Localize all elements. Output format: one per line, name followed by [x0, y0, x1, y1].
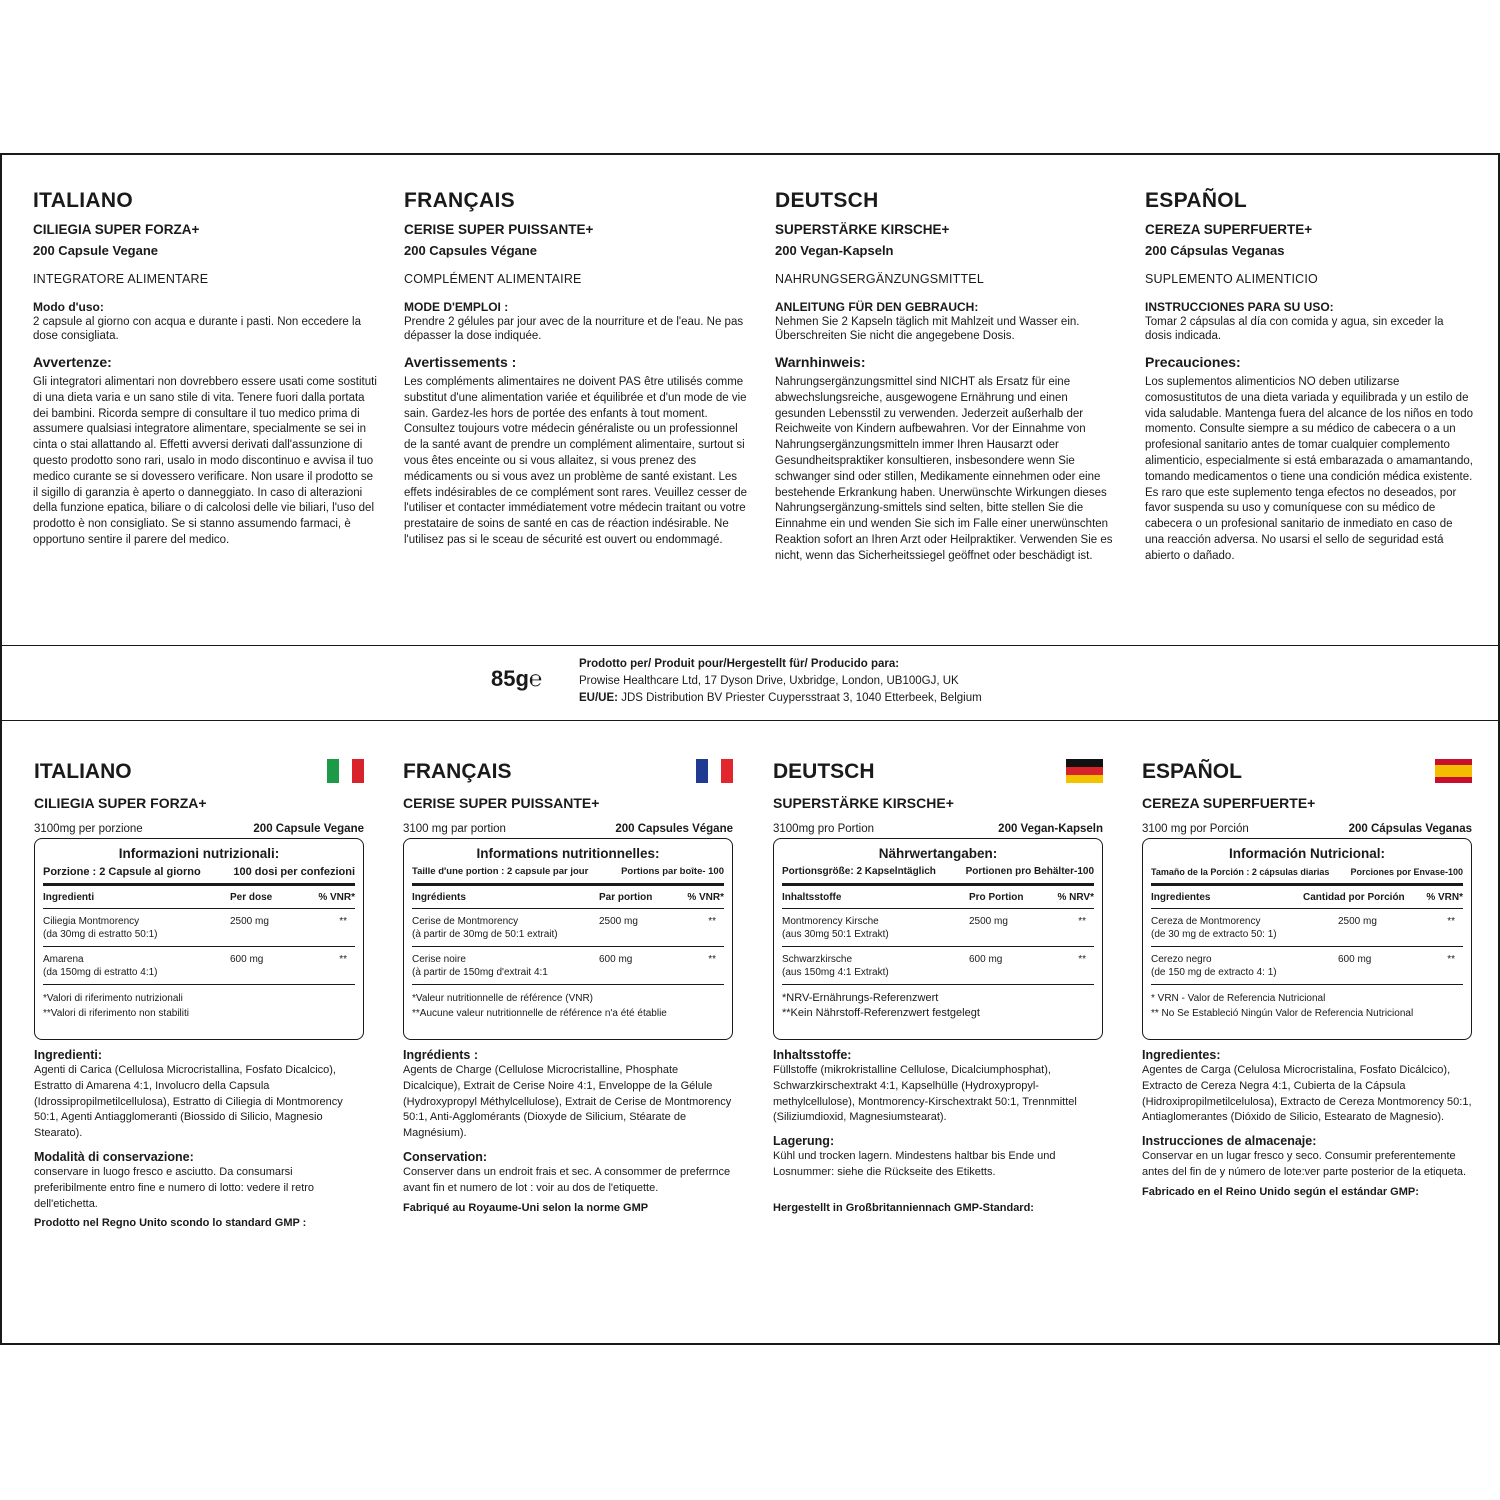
- storage-text: Kühl und trocken lagern. Mindestens haltbar bis Ende und Losnummer: siehe die Rückseite des Etiketts.: [773, 1150, 1056, 1178]
- row-ingredient: [43, 915, 230, 941]
- nutrition-title: Información Nutricional:: [1228, 846, 1385, 861]
- uk-address: Prowise Healthcare Ltd, 17 Dyson Drive, Uxbridge, London, UB100GJ, UK: [579, 675, 959, 687]
- nutrition-italiano: [34, 759, 364, 1231]
- supplement-type: NAHRUNGSERGÄNZUNGSMITTEL: [775, 272, 984, 286]
- col-amount: Pro Portion: [969, 892, 1024, 903]
- dose-row: [773, 822, 1103, 836]
- footnote: **Aucune valeur nutritionnelle de référence n'a été établie: [412, 1008, 667, 1019]
- dose-row: [34, 822, 364, 836]
- dose-per-serving: 3100 mg por Porción: [1142, 823, 1249, 835]
- ingredients-heading: Ingredienti:: [34, 1048, 103, 1062]
- storage-heading: Instrucciones de almacenaje:: [1142, 1134, 1317, 1149]
- usage-warnings-band: [2, 155, 1498, 645]
- table-footnotes: [412, 991, 724, 1021]
- col-ingredient: Ingredientes: [1151, 892, 1211, 903]
- capsule-count: 200 Cápsulas Veganas: [1348, 823, 1472, 835]
- col-ingredient: Ingredienti: [43, 892, 95, 903]
- row-nrv: **: [1078, 916, 1086, 927]
- serving-row: [1151, 865, 1463, 886]
- servings-per-container: 100 dosi per confezioni: [233, 866, 355, 878]
- flag-stripe: [1066, 767, 1103, 775]
- flag-stripe: [1435, 777, 1472, 783]
- capsule-count: 200 Capsules Végane: [404, 243, 537, 258]
- estimated-sign-icon: ℮: [528, 666, 543, 691]
- warning-text: Los suplementos alimenticios NO deben utilizarse comosustitutos de una dieta variada y equilibrada y un estilo de vida saludable. Mantenga fuera del alcance de los niños en todo momento. Consulte siempre a su médico de cabecera o a un profesional sanitario antes de tomar cualquier complemento alimenticio, especialmente si está embarazada o amamantando, tomando medicamentos o tiene una condición médica existente. Es raro que este suplemento tenga efectos no deseados, por favor suspenda su uso y comuníquese con su médico de cabecera o un profesional sanitario de inmediato en caso de una reacción adversa. No usarsi el sello de seguridad está abierto o dañado.: [1145, 376, 1473, 562]
- col-amount: Par portion: [599, 892, 653, 903]
- gmp-statement: Prodotto nel Regno Unito scondo lo standard GMP :: [34, 1217, 307, 1230]
- table-header: [43, 892, 355, 909]
- table-row: [43, 909, 355, 947]
- usage-heading: Modo d'uso:: [33, 300, 104, 314]
- table-footnotes: [782, 991, 1094, 1021]
- dose-per-serving: 3100 mg par portion: [403, 823, 506, 835]
- capsule-count: 200 Capsule Vegane: [33, 243, 159, 258]
- row-amount: 600 mg: [230, 954, 264, 965]
- footnote: * VRN - Valor de Referencia Nutricional: [1151, 993, 1326, 1004]
- net-weight: [491, 666, 542, 692]
- table-footnotes: [43, 991, 355, 1021]
- col-nrv: % NRV*: [1057, 892, 1094, 903]
- warning-heading: Avertissements :: [404, 354, 517, 370]
- row-amount: 2500 mg: [599, 916, 638, 927]
- capsule-count: 200 Vegan-Kapseln: [775, 243, 894, 258]
- italy-flag-icon: [327, 759, 364, 783]
- ingredients-text: Agenti di Carica (Cellulosa Microcristallina, Fosfato Dicalcico), Estratto di Amarena 4:1, Involucro della Capsula (Idrossipropilmetilcellulosa), Estratto di Ciliegia di Montmorency 50:1, Agenti Antiagglomeranti (Biossido di Silicio, Magnesio Stearato).: [34, 1064, 343, 1140]
- product-name: CILIEGIA SUPER FORZA+: [34, 795, 207, 811]
- flag-stripe: [1066, 775, 1103, 783]
- row-nrv: **: [708, 916, 716, 927]
- product-name: CEREZA SUPERFUERTE+: [1145, 222, 1313, 237]
- section-deutsch: [775, 188, 1120, 565]
- table-row: [782, 909, 1094, 947]
- dose-per-serving: 3100mg per porzione: [34, 823, 143, 835]
- row-ingredient: [1151, 953, 1338, 979]
- capsule-count: 200 Capsules Végane: [615, 823, 733, 835]
- ingredient-name: Cerezo negro: [1151, 954, 1212, 965]
- product-name: SUPERSTÄRKE KIRSCHE+: [775, 222, 950, 237]
- col-nrv: % VRN*: [1426, 892, 1463, 903]
- storage-heading: Modalità di conservazione:: [34, 1149, 194, 1164]
- ingredients-heading: Inhaltsstoffe:: [773, 1048, 852, 1062]
- row-ingredient: [1151, 915, 1338, 941]
- flag-stripe: [1435, 765, 1472, 777]
- storage-text: conservare in luogo fresco e asciutto. Da consumarsi preferibilmente entro fine e numero di lotto: vedere il retro dell'etichetta.: [34, 1165, 315, 1210]
- ingredient-name: Cerise noire: [412, 954, 466, 965]
- supplement-type: INTEGRATORE ALIMENTARE: [33, 272, 209, 286]
- ingredient-name: Cerise de Montmorency: [412, 916, 519, 927]
- supplement-type: COMPLÉMENT ALIMENTAIRE: [404, 272, 582, 286]
- gmp-statement: Fabricado en el Reino Unido según el estándar GMP:: [1142, 1185, 1419, 1198]
- table-footnotes: [1151, 991, 1463, 1021]
- nutrition-table: [1142, 838, 1472, 1040]
- spain-flag-icon: [1435, 759, 1472, 783]
- nutrition-table: [773, 838, 1103, 1040]
- servings-per-container: Portions par boîte- 100: [621, 866, 724, 877]
- language-heading: FRANÇAIS: [403, 760, 512, 783]
- row-amount: 2500 mg: [969, 916, 1008, 927]
- product-name: CILIEGIA SUPER FORZA+: [33, 222, 200, 237]
- table-row: [1151, 947, 1463, 985]
- usage-heading: INSTRUCCIONES PARA SU USO:: [1145, 300, 1334, 314]
- col-nrv: % VNR*: [687, 892, 724, 903]
- flag-stripe: [708, 759, 720, 783]
- row-nrv: **: [1447, 954, 1455, 965]
- ingredients-text: Agentes de Carga (Celulosa Microcristalina, Fosfato Dicálcico), Extracto de Cereza Negra 4:1, Cubierta de la Cápsula (Hidroxipropilmetilcelulosa), Extracto de Cereza Montmorency 50:1, Antiaglomerantes (Dióxido de Silicio, Estearato de Magnesio).: [1142, 1064, 1472, 1124]
- flag-stripe: [1066, 759, 1103, 767]
- supplement-type: SUPLEMENTO ALIMENTICIO: [1145, 272, 1318, 286]
- germany-flag-icon: [1066, 759, 1103, 783]
- row-ingredient: [43, 953, 230, 979]
- language-heading: ESPAÑOL: [1142, 760, 1242, 783]
- warning-text: Nahrungsergänzungsmittel sind NICHT als Ersatz für eine abwechslungsreiche, ausgewogene Ernährung und einen gesunden Lebensstil zu verwenden. Jederzeit außerhalb der Reichweite von Kindern aufbewahren. Vor der Einnahme von Nahrungsergänzungsmitteln immer Ihren Hausarzt oder Gesundheitspraktiker konsultieren, insbesondere wenn Sie schwanger sind oder stillen, Medikamente einnehmen oder eine bestehende Erkrankung haben. Unerwünschte Wirkungen dieses Nahrungsergänzung-smittels sind selten, bitte stellen Sie die Einnahme ein und wenden Sie sich im Falle einer unerwünschten Reaktion sofort an Ihren Arzt oder Heilpraktiker. Verwenden Sie es nicht, wenn das Sicherheitssiegel geöffnet oder beschädigt ist.: [775, 376, 1113, 562]
- product-name: CEREZA SUPERFUERTE+: [1142, 795, 1316, 811]
- ingredient-source: (aus 150mg 4:1 Extrakt): [782, 967, 889, 978]
- usage-text: Prendre 2 gélules par jour avec de la nourriture et de l'eau. Ne pas dépasser la dose indiquée.: [404, 316, 744, 342]
- storage-heading: Conservation:: [403, 1149, 488, 1164]
- table-row: [412, 909, 724, 947]
- row-nrv: **: [1447, 916, 1455, 927]
- ingredients-heading: Ingrédients :: [403, 1048, 479, 1062]
- ingredient-name: Ciliegia Montmorency: [43, 916, 140, 927]
- product-name: CERISE SUPER PUISSANTE+: [403, 795, 600, 811]
- usage-text: Nehmen Sie 2 Kapseln täglich mit Mahlzeit und Wasser ein. Überschreiten Sie nicht die angegebene Dosis.: [775, 316, 1080, 342]
- flag-stripe: [327, 759, 339, 783]
- ingredient-source: (à partir de 30mg de 50:1 extrait): [412, 929, 558, 940]
- capsule-count: 200 Vegan-Kapseln: [998, 823, 1103, 835]
- ingredient-name: Amarena: [43, 954, 84, 965]
- flag-stripe: [352, 759, 364, 783]
- net-weight-value: 85g: [491, 666, 529, 691]
- ingredients-heading: Ingredientes:: [1142, 1048, 1221, 1062]
- nutrition-band: [2, 721, 1498, 1343]
- row-amount: 600 mg: [599, 954, 633, 965]
- warning-heading: Avvertenze:: [33, 354, 112, 370]
- row-ingredient: [782, 953, 969, 979]
- col-amount: Cantidad por Porción: [1303, 892, 1405, 903]
- footnote: *Valori di riferimento nutrizionali: [43, 993, 183, 1004]
- eu-label: EU/UE:: [579, 692, 618, 704]
- dose-row: [1142, 822, 1472, 836]
- dose-per-serving: 3100mg pro Portion: [773, 823, 875, 835]
- col-ingredient: Inhaltsstoffe: [782, 892, 842, 903]
- serving-size: Porzione : 2 Capsule al giorno: [43, 866, 201, 878]
- warning-text: Les compléments alimentaires ne doivent PAS être utilisés comme substitut d'une alimentation variée et équilibrée et d'un mode de vie sain. Gardez-les hors de portée des enfants à tout moment. Consultez toujours votre médecin généraliste ou un professionnel de la santé avant de prendre un complément alimentaire, surtout si vous êtes enceinte ou si vous allaitez, si vous prenez des médicaments ou si vous avez un problème de santé existant. Les effets indésirables de ce complément sont rares. Veuillez cesser de l'utiliser et contacter immédiatement votre médecin traitant ou votre prestataire de soins de santé en cas de réaction indésirable. Ne l'utilisez pas si le sceau de sécurité est ouvert ou endommagé.: [404, 376, 748, 546]
- warning-text: Gli integratori alimentari non dovrebbero essere usati come sostituti di una dieta varia e un sano stile di vita. Tenere fuori dalla portata dei bambini. Ricorda sempre di consultare il tuo medico prima di assumere qualsiasi integratore alimentare, specialmente se sei in cinta o stai allattando al. Effetti avversi derivati dall'assunzione di questo prodotto sono rari, usalo in modo discontinuo e avvisa il tuo medico curante se si dovessero verificare. Non usare il prodotto se il sigillo di garanzia è aperto o danneggiato. In caso di alterazioni della funzione epatica, biliare o di calcolosi delle vie biliari, l'uso del prodotto è non consigliato. Se si stanno assumendo farmaci, è opportuno sentire il parere del medico.: [33, 376, 377, 546]
- gmp-statement: Fabriqué au Royaume-Uni selon la norme GMP: [403, 1201, 649, 1214]
- table-header: [412, 892, 724, 909]
- section-espanol: [1145, 188, 1473, 565]
- capsule-count: 200 Capsule Vegane: [253, 823, 364, 835]
- language-heading: FRANÇAIS: [404, 189, 515, 212]
- nutrition-table: [34, 838, 364, 1040]
- language-heading: ESPAÑOL: [1145, 189, 1248, 212]
- row-nrv: **: [339, 954, 347, 965]
- footnote: **Valori di riferimento non stabiliti: [43, 1008, 189, 1019]
- row-amount: 600 mg: [969, 954, 1003, 965]
- ingredient-source: (aus 30mg 50:1 Extrakt): [782, 929, 889, 940]
- ingredient-source: (de 30 mg de extracto 50: 1): [1151, 929, 1277, 940]
- ingredient-source: (à partir de 150mg d'extrait 4:1: [412, 967, 548, 978]
- serving-size: Tamaño de la Porción : 2 cápsulas diarias: [1151, 867, 1330, 877]
- warning-heading: Warnhinweis:: [775, 354, 866, 370]
- language-heading: DEUTSCH: [775, 189, 879, 212]
- usage-text: 2 capsule al giorno con acqua e durante i pasti. Non eccedere la dose consigliata.: [33, 316, 361, 342]
- ingredient-name: Schwarzkirsche: [782, 954, 853, 965]
- row-amount: 2500 mg: [230, 916, 269, 927]
- produced-for-label: Prodotto per/ Produit pour/Hergestellt für/ Producido para:: [579, 658, 900, 670]
- nutrition-table: [403, 838, 733, 1040]
- ingredients-text: Agents de Charge (Cellulose Microcristalline, Phosphate Dicalcique), Extrait de Cerise Noire 4:1, Enveloppe de la Gélule (Hydroxypropyl Méthylcellulose), Extrait de Cerise de Montmorency 50:1, Anti-Agglomérants (Dioxyde de Silicium, Stéarate de Magnésium).: [403, 1064, 732, 1140]
- ingredients-text: Füllstoffe (mikrokristalline Cellulose, Dicalciumphosphat), Schwarzkirschextrakt 4:1, Kapselhülle (Hydroxypropyl-methylcellulose), Montmorency-Kirschextrakt 50:1, Trennmittel (Siliziumdioxid, Magnesiumstearat).: [773, 1064, 1077, 1124]
- usage-heading: ANLEITUNG FÜR DEN GEBRAUCH:: [775, 300, 979, 314]
- eu-address: JDS Distribution BV Priester Cuypersstraat 3, 1040 Etterbeek, Belgium: [621, 692, 982, 704]
- storage-text: Conservar en un lugar fresco y seco. Consumir preferentemente antes del fin de y número de lote:ver parte posterior de la etiqueta.: [1142, 1150, 1467, 1178]
- row-ingredient: [412, 915, 599, 941]
- nutrition-deutsch: [773, 759, 1103, 1216]
- france-flag-icon: [696, 759, 733, 783]
- servings-per-container: Portionen pro Behälter-100: [965, 866, 1094, 877]
- table-row: [43, 947, 355, 985]
- table-header: [782, 892, 1094, 909]
- flag-stripe: [339, 759, 351, 783]
- col-amount: Per dose: [230, 892, 273, 903]
- serving-row: [412, 865, 724, 886]
- ingredient-name: Cereza de Montmorency: [1151, 916, 1261, 927]
- nutrition-francais: [403, 759, 733, 1216]
- row-nrv: **: [708, 954, 716, 965]
- row-amount: 600 mg: [1338, 954, 1372, 965]
- nutrition-title: Informazioni nutrizionali:: [118, 846, 280, 861]
- row-nrv: **: [1078, 954, 1086, 965]
- ingredient-source: (de 150 mg de extracto 4: 1): [1151, 967, 1277, 978]
- table-row: [1151, 909, 1463, 947]
- usage-text: Tomar 2 cápsulas al día con comida y agua, sin exceder la dosis indicada.: [1145, 316, 1444, 342]
- servings-per-container: Porciones por Envase-100: [1350, 867, 1463, 877]
- capsule-count: 200 Cápsulas Veganas: [1145, 243, 1285, 258]
- nutrition-espanol: [1142, 759, 1472, 1200]
- row-ingredient: [412, 953, 599, 979]
- ingredient-name: Montmorency Kirsche: [782, 916, 879, 927]
- nutrition-title: Nährwertangaben:: [878, 846, 998, 861]
- usage-heading: MODE D'EMPLOI :: [404, 300, 509, 314]
- gmp-statement: Hergestellt in Großbritanniennach GMP-Standard:: [773, 1201, 1034, 1214]
- footnote: *Valeur nutritionnelle de référence (VNR): [412, 993, 594, 1004]
- manufacturer-info: [579, 656, 982, 707]
- table-row: [782, 947, 1094, 985]
- ingredient-source: (da 30mg di estratto 50:1): [43, 929, 158, 940]
- row-nrv: **: [339, 916, 347, 927]
- storage-text: Conserver dans un endroit frais et sec. A consommer de preferrnce avant fin et numero de lot : voir au dos de l'etiquette.: [403, 1165, 731, 1194]
- col-nrv: % VNR*: [318, 892, 355, 903]
- language-heading: ITALIANO: [33, 189, 133, 212]
- product-label: [0, 153, 1500, 1345]
- table-row: [412, 947, 724, 985]
- row-ingredient: [782, 915, 969, 941]
- col-ingredient: Ingrédients: [412, 892, 466, 903]
- flag-stripe: [696, 759, 708, 783]
- flag-stripe: [721, 759, 733, 783]
- table-header: [1151, 892, 1463, 909]
- manufacturer-band: [2, 645, 1498, 721]
- product-name: SUPERSTÄRKE KIRSCHE+: [773, 795, 954, 811]
- section-italiano: [33, 188, 378, 549]
- ingredient-source: (da 150mg di estratto 4:1): [43, 967, 158, 978]
- serving-row: [782, 865, 1094, 886]
- serving-size: Portionsgröße: 2 Kapselntäglich: [782, 866, 936, 877]
- warning-heading: Precauciones:: [1145, 354, 1241, 370]
- footnote: *NRV-Ernährungs-Referenzwert: [782, 992, 939, 1004]
- language-heading: ITALIANO: [34, 760, 132, 783]
- nutrition-title: Informations nutritionnelles:: [476, 846, 660, 861]
- footnote: ** No Se Estableció Ningún Valor de Referencia Nutricional: [1151, 1008, 1414, 1019]
- storage-heading: Lagerung:: [773, 1134, 835, 1149]
- section-francais: [404, 188, 749, 549]
- serving-size: Taille d'une portion : 2 capsule par jour: [412, 866, 589, 877]
- serving-row: [43, 865, 355, 886]
- row-amount: 2500 mg: [1338, 916, 1377, 927]
- language-heading: DEUTSCH: [773, 760, 875, 783]
- product-name: CERISE SUPER PUISSANTE+: [404, 222, 594, 237]
- footnote: **Kein Nährstoff-Referenzwert festgelegt: [782, 1007, 980, 1019]
- dose-row: [403, 822, 733, 836]
